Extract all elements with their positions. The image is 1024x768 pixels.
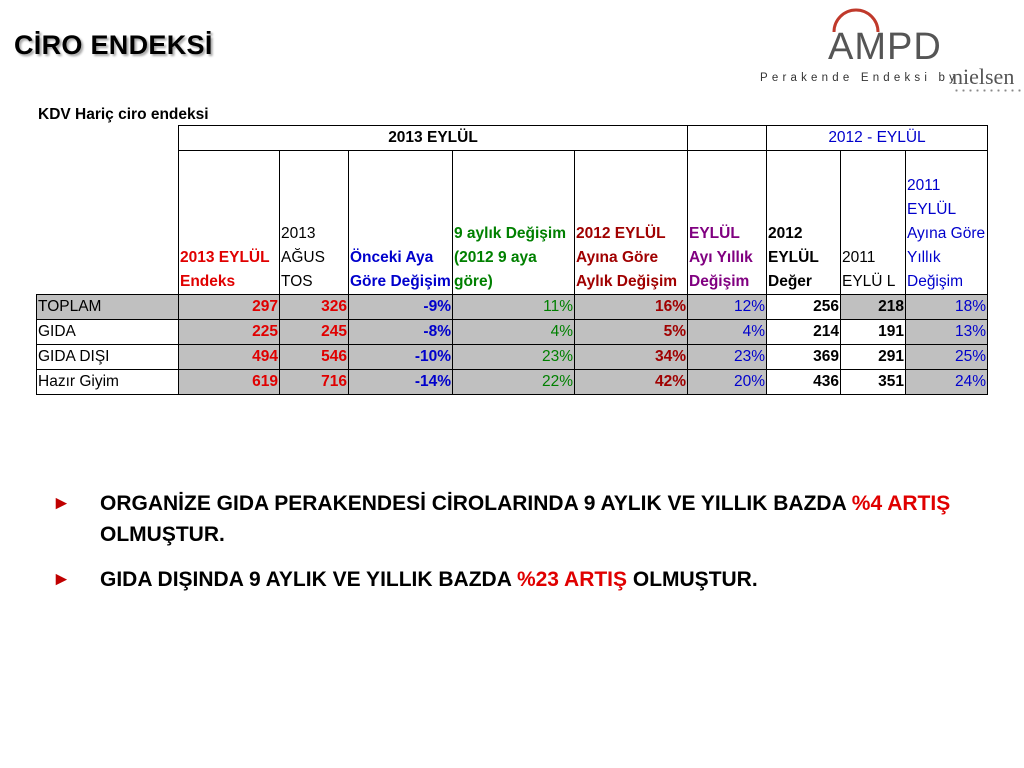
table-cell: 23% [453, 345, 575, 370]
table-cell: 256 [767, 295, 841, 320]
table-cell: 494 [179, 345, 280, 370]
logo-subtitle: Perakende Endeksi by [760, 72, 960, 84]
table-cell: 18% [906, 295, 988, 320]
bullet-arrow-icon: ► [52, 493, 71, 514]
empty-corner-2 [37, 151, 179, 295]
table-cell: 23% [688, 345, 767, 370]
table-cell: 13% [906, 320, 988, 345]
col-header: 2012 EYLÜL Değer [767, 151, 841, 295]
bullet-list [52, 488, 1012, 609]
table-cell: 20% [688, 370, 767, 395]
table-cell: 225 [179, 320, 280, 345]
bullet-text-end: OLMUŞTUR. [100, 523, 225, 546]
table-cell: 546 [280, 345, 349, 370]
bullet-text: GIDA DIŞINDA 9 AYLIK VE YILLIK BAZDA [100, 568, 517, 591]
table-cell: -9% [349, 295, 453, 320]
row-label: TOPLAM [37, 295, 179, 320]
table-row [37, 295, 988, 320]
table-cell: 12% [688, 295, 767, 320]
table-cell: 619 [179, 370, 280, 395]
bullet-arrow-icon: ► [52, 569, 71, 590]
bullet-highlight: %23 ARTIŞ [516, 568, 628, 591]
table-cell: 291 [841, 345, 906, 370]
table-cell: 24% [906, 370, 988, 395]
table-cell: 11% [453, 295, 575, 320]
col-header: 2013 AĞUS TOS [280, 151, 349, 295]
table-cell: -8% [349, 320, 453, 345]
table-cell: 369 [767, 345, 841, 370]
row-label: GIDA DIŞI [37, 345, 179, 370]
bullet-text: ORGANİZE GIDA PERAKENDESİ CİROLARINDA 9 AYLIK VE YILLIK BAZDA [100, 492, 852, 515]
table-cell: 326 [280, 295, 349, 320]
table-cell: 25% [906, 345, 988, 370]
table-cell: 16% [575, 295, 688, 320]
table-cell: 5% [575, 320, 688, 345]
table-cell: 218 [841, 295, 906, 320]
col-header: EYLÜL Ayı Yıllık Değişim [688, 151, 767, 295]
table-cell: 214 [767, 320, 841, 345]
logo-dots [953, 89, 1021, 92]
col-header: 2013 EYLÜL Endeks [179, 151, 280, 295]
empty-corner [37, 126, 179, 151]
table-row [37, 320, 988, 345]
table-cell: 297 [179, 295, 280, 320]
ampd-nielsen-logo [756, 0, 1022, 100]
group-header-2012: 2012 - EYLÜL [767, 126, 988, 151]
table-cell: 351 [841, 370, 906, 395]
table-cell: 436 [767, 370, 841, 395]
col-header: 9 aylık Değişim (2012 9 aya göre) [453, 151, 575, 295]
page-title: CİRO ENDEKSİ [14, 30, 213, 60]
table-cell: 191 [841, 320, 906, 345]
group-header-2013: 2013 EYLÜL [179, 126, 688, 151]
col-header: 2011 EYLÜ L [841, 151, 906, 295]
bullet-text-end: OLMUŞTUR. [627, 568, 758, 591]
logo-partner: nielsen [952, 64, 1015, 89]
col-header: 2011 EYLÜL Ayına Göre Yıllık Değişim [906, 151, 988, 295]
row-label: Hazır Giyim [37, 370, 179, 395]
logo-text: AMPD [828, 26, 942, 68]
table-cell: -10% [349, 345, 453, 370]
table-cell: 22% [453, 370, 575, 395]
bullet-item [52, 564, 1012, 595]
empty-group-cell [688, 126, 767, 151]
table-row [37, 370, 988, 395]
table-subtitle: KDV Hariç ciro endeksi [38, 106, 209, 123]
table-cell: -14% [349, 370, 453, 395]
bullet-item [52, 488, 1012, 550]
table-cell: 34% [575, 345, 688, 370]
table-cell: 716 [280, 370, 349, 395]
table-row [37, 345, 988, 370]
table-cell: 42% [575, 370, 688, 395]
table-cell: 4% [688, 320, 767, 345]
col-header: 2012 EYLÜL Ayına Göre Aylık Değişim [575, 151, 688, 295]
col-header: Önceki Aya Göre Değişim [349, 151, 453, 295]
table-cell: 4% [453, 320, 575, 345]
table-cell: 245 [280, 320, 349, 345]
bullet-highlight: %4 ARTIŞ [851, 492, 951, 515]
row-label: GIDA [37, 320, 179, 345]
ciro-table [36, 125, 988, 395]
